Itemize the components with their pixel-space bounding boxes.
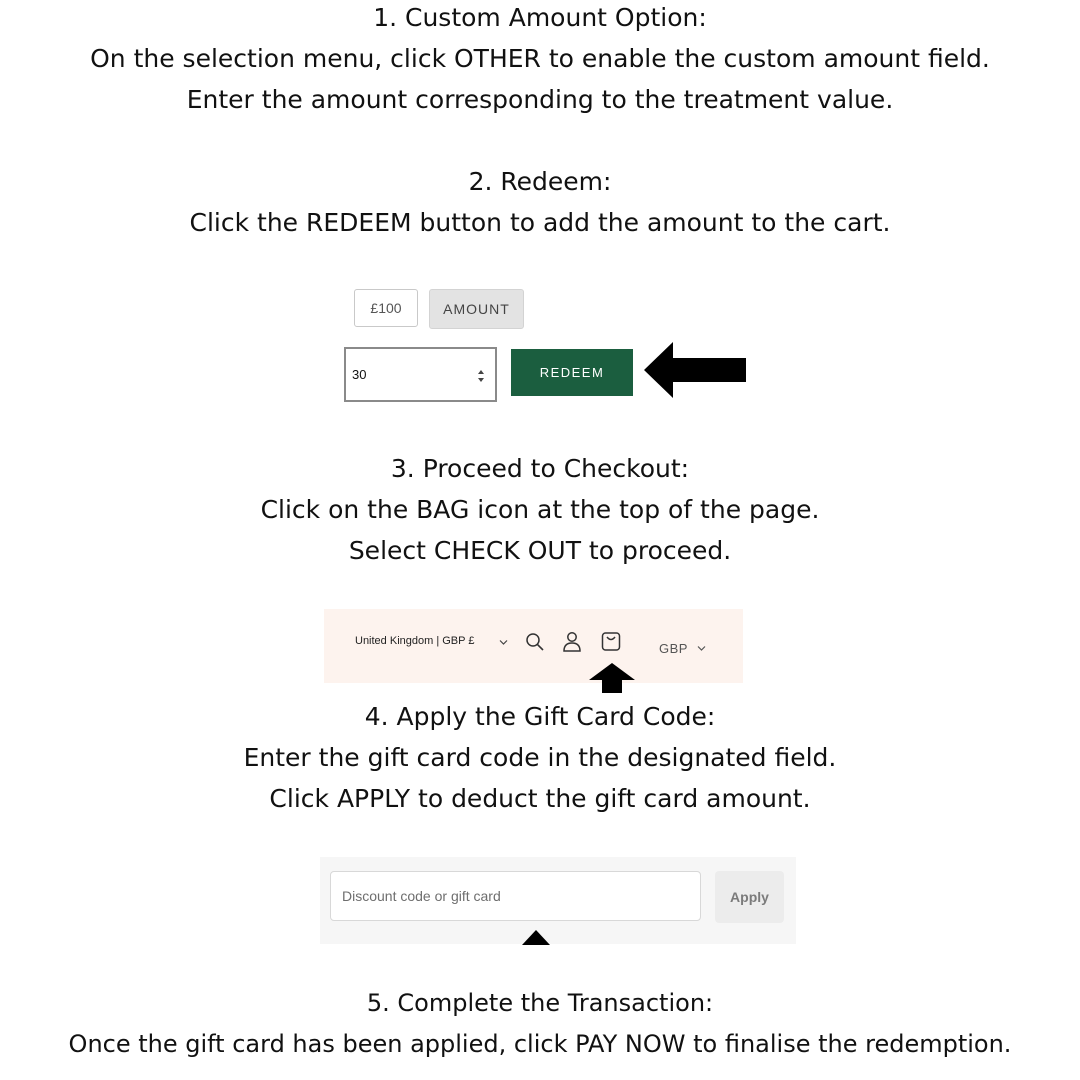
custom-amount-input[interactable] xyxy=(344,347,497,402)
step-2-title: 2. Redeem: xyxy=(468,167,612,196)
step-2-text xyxy=(0,161,1080,243)
step-4-text xyxy=(0,696,1080,819)
arrow-up-icon xyxy=(589,663,635,693)
arrow-left-icon xyxy=(644,342,746,398)
bag-icon[interactable] xyxy=(601,630,621,652)
discount-code-input[interactable]: Discount code or gift card xyxy=(330,871,701,921)
stepper-icon[interactable] xyxy=(477,366,485,386)
arrow-up-icon xyxy=(522,930,550,945)
step-1-line-2: Enter the amount corresponding to the treatment value. xyxy=(186,85,894,114)
step-3-title: 3. Proceed to Checkout: xyxy=(390,454,690,483)
chevron-down-icon[interactable] xyxy=(697,645,706,652)
step-1-text xyxy=(0,0,1080,120)
currency-selector[interactable]: GBP xyxy=(659,641,688,656)
step-5-text xyxy=(0,983,1080,1065)
account-icon[interactable] xyxy=(562,631,582,652)
price-option-100[interactable]: £100 xyxy=(354,289,418,327)
amount-option[interactable]: AMOUNT xyxy=(429,289,524,329)
step-5-line-1: Once the gift card has been applied, click PAY NOW to finalise the redemption. xyxy=(68,1030,1012,1058)
search-icon[interactable] xyxy=(525,632,544,651)
redeem-button[interactable]: REDEEM xyxy=(511,349,633,396)
step-4-title: 4. Apply the Gift Card Code: xyxy=(364,702,716,731)
apply-button[interactable]: Apply xyxy=(715,871,784,923)
step-3-line-2: Select CHECK OUT to proceed. xyxy=(348,536,732,565)
discount-code-bar xyxy=(320,857,796,944)
step-5-title: 5. Complete the Transaction: xyxy=(366,989,714,1017)
step-1-line-1: On the selection menu, click OTHER to enable the custom amount field. xyxy=(90,44,990,73)
step-4-line-2: Click APPLY to deduct the gift card amount. xyxy=(269,784,811,813)
step-2-line-1: Click the REDEEM button to add the amount to the cart. xyxy=(189,208,891,237)
store-header-bar xyxy=(324,609,743,683)
custom-amount-value: 30 xyxy=(352,367,367,382)
chevron-down-icon[interactable] xyxy=(499,639,508,646)
step-3-line-1: Click on the BAG icon at the top of the page. xyxy=(260,495,820,524)
step-4-line-1: Enter the gift card code in the designated field. xyxy=(243,743,837,772)
step-3-text xyxy=(0,448,1080,571)
country-selector[interactable]: United Kingdom | GBP £ xyxy=(355,635,475,647)
step-1-title: 1. Custom Amount Option: xyxy=(373,3,707,32)
